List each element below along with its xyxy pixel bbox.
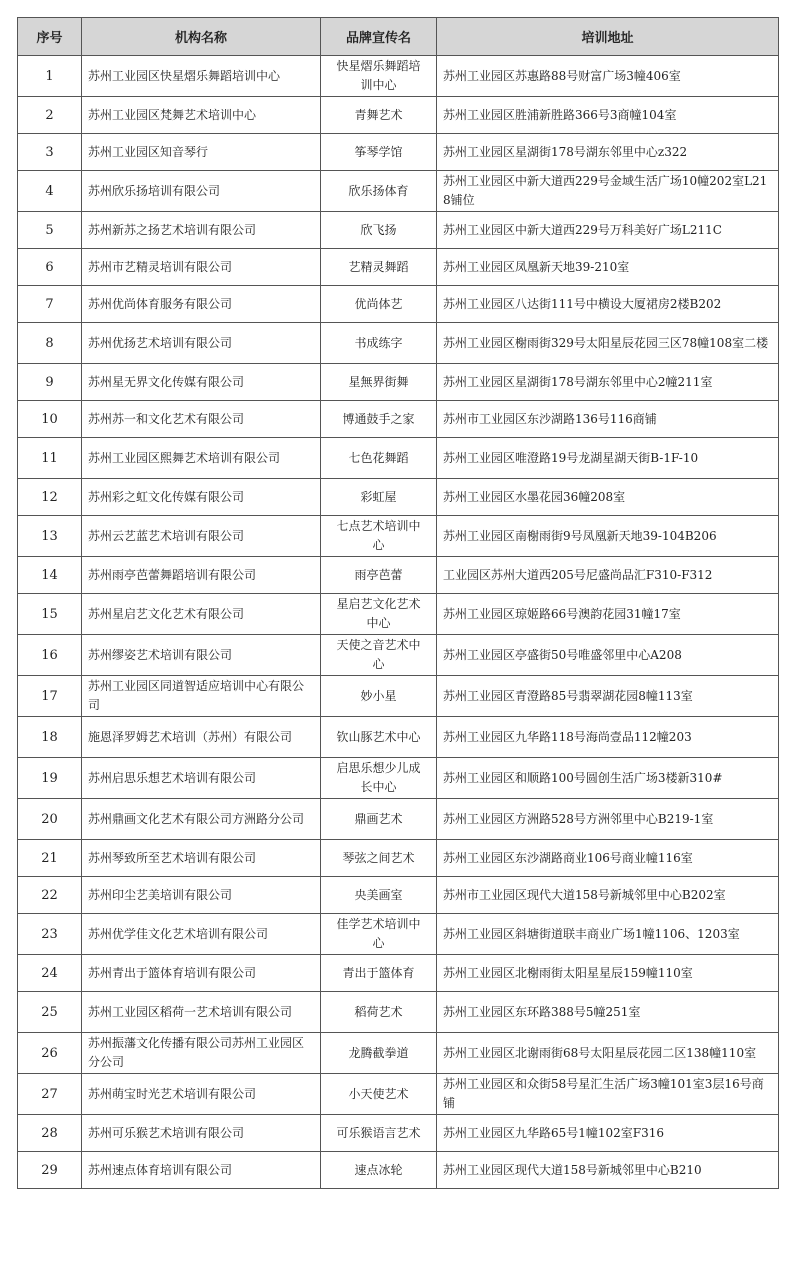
table-row (18, 286, 779, 323)
institution-name: 苏州市艺精灵培训有限公司 (82, 249, 321, 286)
brand-name: 钦山豚艺术中心 (321, 717, 437, 758)
training-address: 苏州工业园区星湖街178号湖东邻里中心z322 (437, 134, 779, 171)
brand-name: 彩虹屋 (321, 479, 437, 516)
row-number: 17 (18, 676, 82, 717)
institution-name: 苏州萌宝时光艺术培训有限公司 (82, 1074, 321, 1115)
table-row (18, 479, 779, 516)
brand-name: 七色花舞蹈 (321, 438, 437, 479)
institution-name: 苏州优扬艺术培训有限公司 (82, 323, 321, 364)
institution-name: 苏州彩之虹文化传媒有限公司 (82, 479, 321, 516)
table-row (18, 97, 779, 134)
table-row (18, 401, 779, 438)
institution-name: 苏州工业园区稻荷一艺术培训有限公司 (82, 992, 321, 1033)
row-number: 19 (18, 758, 82, 799)
training-address: 苏州工业园区水墨花园36幢208室 (437, 479, 779, 516)
brand-name: 快星熠乐舞蹈培训中心 (321, 56, 437, 97)
brand-name: 艺精灵舞蹈 (321, 249, 437, 286)
training-address: 苏州工业园区唯澄路19号龙湖星湖天街B-1F-10 (437, 438, 779, 479)
institution-name: 苏州工业园区熙舞艺术培训有限公司 (82, 438, 321, 479)
row-number: 1 (18, 56, 82, 97)
table-row (18, 1152, 779, 1189)
training-address: 苏州工业园区胜浦新胜路366号3商幢104室 (437, 97, 779, 134)
row-number: 29 (18, 1152, 82, 1189)
training-address: 苏州工业园区九华路65号1幢102室F316 (437, 1115, 779, 1152)
row-number: 8 (18, 323, 82, 364)
row-number: 13 (18, 516, 82, 557)
brand-name: 妙小星 (321, 676, 437, 717)
training-address: 苏州工业园区和顺路100号圆创生活广场3楼新310# (437, 758, 779, 799)
institution-name: 苏州振藩文化传播有限公司苏州工业园区分公司 (82, 1033, 321, 1074)
table-row (18, 134, 779, 171)
brand-name: 筝琴学馆 (321, 134, 437, 171)
row-number: 26 (18, 1033, 82, 1074)
institution-name: 苏州工业园区知音琴行 (82, 134, 321, 171)
institution-name: 苏州星无界文化传媒有限公司 (82, 364, 321, 401)
row-number: 9 (18, 364, 82, 401)
table-row (18, 676, 779, 717)
training-address: 苏州工业园区北谢雨街68号太阳星辰花园二区138幢110室 (437, 1033, 779, 1074)
brand-name: 欣乐扬体育 (321, 171, 437, 212)
table-row (18, 955, 779, 992)
institution-name: 苏州印尘艺美培训有限公司 (82, 877, 321, 914)
table-row (18, 1115, 779, 1152)
table-row (18, 594, 779, 635)
institution-name: 苏州云艺蓝艺术培训有限公司 (82, 516, 321, 557)
table-row (18, 799, 779, 840)
row-number: 12 (18, 479, 82, 516)
table-row (18, 1074, 779, 1115)
training-address: 苏州工业园区苏惠路88号财富广场3幢406室 (437, 56, 779, 97)
institution-name: 苏州苏一和文化艺术有限公司 (82, 401, 321, 438)
brand-name: 启思乐想少儿成长中心 (321, 758, 437, 799)
brand-name: 雨亭芭蕾 (321, 557, 437, 594)
institution-name: 苏州缪姿艺术培训有限公司 (82, 635, 321, 676)
row-number: 27 (18, 1074, 82, 1115)
row-number: 5 (18, 212, 82, 249)
brand-name: 龙腾截拳道 (321, 1033, 437, 1074)
institution-name: 苏州雨亭芭蕾舞蹈培训有限公司 (82, 557, 321, 594)
row-number: 22 (18, 877, 82, 914)
training-address: 苏州工业园区青澄路85号翡翠湖花园8幢113室 (437, 676, 779, 717)
table-row (18, 992, 779, 1033)
training-address: 苏州工业园区现代大道158号新城邻里中心B210 (437, 1152, 779, 1189)
training-address: 苏州工业园区中新大道西229号万科美好广场L211C (437, 212, 779, 249)
institution-name: 施恩泽罗姆艺术培训（苏州）有限公司 (82, 717, 321, 758)
institution-name: 苏州青出于篮体育培训有限公司 (82, 955, 321, 992)
institution-name: 苏州启思乐想艺术培训有限公司 (82, 758, 321, 799)
row-number: 28 (18, 1115, 82, 1152)
institution-name: 苏州可乐猴艺术培训有限公司 (82, 1115, 321, 1152)
table-row (18, 557, 779, 594)
brand-name: 青出于篮体育 (321, 955, 437, 992)
brand-name: 天使之音艺术中心 (321, 635, 437, 676)
brand-name: 速点冰轮 (321, 1152, 437, 1189)
institution-name: 苏州优学佳文化艺术培训有限公司 (82, 914, 321, 955)
institution-name: 苏州星启艺文化艺术有限公司 (82, 594, 321, 635)
training-address: 苏州工业园区斜塘街道联丰商业广场1幢1106、1203室 (437, 914, 779, 955)
row-number: 16 (18, 635, 82, 676)
header-brand-name: 品牌宣传名 (321, 18, 437, 56)
brand-name: 欣飞扬 (321, 212, 437, 249)
table-row (18, 914, 779, 955)
table-row (18, 1033, 779, 1074)
brand-name: 琴弦之间艺术 (321, 840, 437, 877)
training-address: 苏州工业园区九华路118号海尚壹品112幢203 (437, 717, 779, 758)
training-address: 苏州工业园区榭雨街329号太阳星辰花园三区78幢108室二楼 (437, 323, 779, 364)
table-row (18, 171, 779, 212)
row-number: 23 (18, 914, 82, 955)
training-address: 苏州工业园区亭盛街50号唯盛邻里中心A208 (437, 635, 779, 676)
institution-name: 苏州工业园区同道智适应培训中心有限公司 (82, 676, 321, 717)
row-number: 7 (18, 286, 82, 323)
row-number: 15 (18, 594, 82, 635)
brand-name: 央美画室 (321, 877, 437, 914)
training-address: 苏州工业园区南榭雨街9号凤凰新天地39-104B206 (437, 516, 779, 557)
table-row (18, 212, 779, 249)
row-number: 20 (18, 799, 82, 840)
table-row (18, 635, 779, 676)
row-number: 2 (18, 97, 82, 134)
brand-name: 优尚体艺 (321, 286, 437, 323)
row-number: 14 (18, 557, 82, 594)
institution-name: 苏州新苏之扬艺术培训有限公司 (82, 212, 321, 249)
brand-name: 星启艺文化艺术中心 (321, 594, 437, 635)
row-number: 11 (18, 438, 82, 479)
table-row (18, 323, 779, 364)
brand-name: 小天使艺术 (321, 1074, 437, 1115)
row-number: 10 (18, 401, 82, 438)
training-address: 苏州工业园区北榭雨街太阳星星辰159幢110室 (437, 955, 779, 992)
training-address: 苏州工业园区凤凰新天地39-210室 (437, 249, 779, 286)
brand-name: 书成练字 (321, 323, 437, 364)
institution-name: 苏州速点体育培训有限公司 (82, 1152, 321, 1189)
row-number: 6 (18, 249, 82, 286)
table-row (18, 516, 779, 557)
header-training-address: 培训地址 (437, 18, 779, 56)
brand-name: 佳学艺术培训中心 (321, 914, 437, 955)
brand-name: 稻荷艺术 (321, 992, 437, 1033)
training-address: 苏州工业园区琼姬路66号澳韵花园31幢17室 (437, 594, 779, 635)
institution-name: 苏州工业园区梵舞艺术培训中心 (82, 97, 321, 134)
row-number: 3 (18, 134, 82, 171)
brand-name: 青舞艺术 (321, 97, 437, 134)
institution-name: 苏州琴致所至艺术培训有限公司 (82, 840, 321, 877)
training-address: 苏州工业园区东沙湖路商业106号商业幢116室 (437, 840, 779, 877)
training-address: 苏州工业园区星湖街178号湖东邻里中心2幢211室 (437, 364, 779, 401)
table-row (18, 56, 779, 97)
table-row (18, 364, 779, 401)
institution-name: 苏州优尚体育服务有限公司 (82, 286, 321, 323)
table-header-row (18, 18, 779, 56)
table-row (18, 717, 779, 758)
row-number: 18 (18, 717, 82, 758)
brand-name: 七点艺术培训中心 (321, 516, 437, 557)
row-number: 24 (18, 955, 82, 992)
table-row (18, 840, 779, 877)
training-address: 苏州工业园区和众街58号星汇生活广场3幢101室3层16号商铺 (437, 1074, 779, 1115)
row-number: 25 (18, 992, 82, 1033)
training-address: 苏州工业园区东环路388号5幢251室 (437, 992, 779, 1033)
training-address: 苏州市工业园区东沙湖路136号116商铺 (437, 401, 779, 438)
brand-name: 可乐猴语言艺术 (321, 1115, 437, 1152)
row-number: 4 (18, 171, 82, 212)
training-address: 苏州工业园区八达街111号中横设大厦裙房2楼B202 (437, 286, 779, 323)
brand-name: 博通鼓手之家 (321, 401, 437, 438)
table-row (18, 877, 779, 914)
table-row (18, 438, 779, 479)
table-body (18, 56, 779, 1189)
institution-table (17, 17, 779, 1189)
institution-name: 苏州欣乐扬培训有限公司 (82, 171, 321, 212)
brand-name: 星無界街舞 (321, 364, 437, 401)
header-number: 序号 (18, 18, 82, 56)
institution-table-wrapper (17, 17, 778, 1189)
institution-name: 苏州鼎画文化艺术有限公司方洲路分公司 (82, 799, 321, 840)
row-number: 21 (18, 840, 82, 877)
institution-name: 苏州工业园区快星熠乐舞蹈培训中心 (82, 56, 321, 97)
training-address: 苏州工业园区中新大道西229号金域生活广场10幢202室L218铺位 (437, 171, 779, 212)
brand-name: 鼎画艺术 (321, 799, 437, 840)
header-institution-name: 机构名称 (82, 18, 321, 56)
table-row (18, 249, 779, 286)
table-row (18, 758, 779, 799)
training-address: 苏州工业园区方洲路528号方洲邻里中心B219-1室 (437, 799, 779, 840)
training-address: 苏州市工业园区现代大道158号新城邻里中心B202室 (437, 877, 779, 914)
training-address: 工业园区苏州大道西205号尼盛尚品汇F310-F312 (437, 557, 779, 594)
